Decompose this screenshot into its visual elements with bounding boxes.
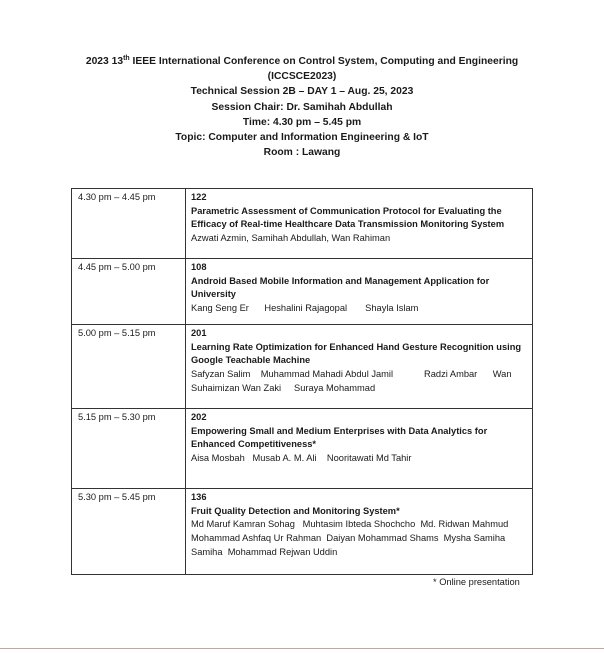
schedule-table bbox=[71, 188, 533, 575]
time-slot: 5.00 pm – 5.15 pm bbox=[72, 325, 186, 409]
conference-acronym: (ICCSCE2023) bbox=[267, 71, 337, 83]
paper-title: Learning Rate Optimization for Enhanced Hand Gesture Recognition using Google Teachable Machine bbox=[191, 341, 522, 366]
online-footnote: * Online presentation bbox=[433, 577, 520, 587]
paper-cell bbox=[186, 189, 533, 259]
session-chair: Session Chair: Dr. Samihah Abdullah bbox=[211, 101, 393, 113]
paper-authors: Azwati Azmin, Samihah Abdullah, Wan Rahiman bbox=[191, 233, 391, 244]
table-row bbox=[72, 189, 533, 259]
paper-authors: Kang Seng Er Heshalini Rajagopal Shayla Islam bbox=[191, 303, 419, 314]
paper-cell bbox=[186, 409, 533, 489]
paper-id: 136 bbox=[191, 492, 207, 502]
paper-cell bbox=[186, 325, 533, 409]
paper-authors: Safyzan Salim Muhammad Mahadi Abdul Jamil Radzi Ambar Wan Suhaimizan Wan Zaki Suraya Mohammad bbox=[191, 369, 515, 393]
paper-authors: Md Maruf Kamran Sohag Muhtasim Ibteda Shochcho Md. Ridwan Mahmud Mohammad Ashfaq Ur Rahman Daiyan Mohammad Shams Mysha Samiha Samiha Mohammad Rejwan Uddin bbox=[191, 519, 511, 557]
paper-cell bbox=[186, 259, 533, 325]
session-room: Room : Lawang bbox=[263, 147, 341, 159]
session-topic: Topic: Computer and Information Engineering & IoT bbox=[175, 132, 429, 144]
paper-authors: Aisa Mosbah Musab A. M. Ali Nooritawati Md Tahir bbox=[191, 453, 412, 464]
paper-id: 122 bbox=[191, 192, 207, 202]
time-slot: 5.30 pm – 5.45 pm bbox=[72, 489, 186, 575]
paper-title: Fruit Quality Detection and Monitoring System* bbox=[191, 505, 400, 516]
paper-title: Empowering Small and Medium Enterprises with Data Analytics for Enhanced Competitiveness* bbox=[191, 425, 488, 450]
paper-title: Android Based Mobile Information and Management Application for University bbox=[191, 275, 490, 300]
session-name: Technical Session 2B – DAY 1 – Aug. 25, 2023 bbox=[190, 86, 414, 98]
time-slot: 4.45 pm – 5.00 pm bbox=[72, 259, 186, 325]
bottom-divider bbox=[0, 648, 604, 649]
table-row bbox=[72, 325, 533, 409]
table-row bbox=[72, 489, 533, 575]
table-row bbox=[72, 409, 533, 489]
paper-id: 201 bbox=[191, 328, 207, 338]
time-slot: 5.15 pm – 5.30 pm bbox=[72, 409, 186, 489]
session-header bbox=[0, 54, 604, 160]
ordinal-suffix: th bbox=[123, 55, 130, 62]
paper-title: Parametric Assessment of Communication Protocol for Evaluating the Efficacy of Real-time Healthcare Data Transmission Monitoring System bbox=[191, 205, 505, 230]
table-row bbox=[72, 259, 533, 325]
time-slot: 4.30 pm – 4.45 pm bbox=[72, 189, 186, 259]
session-time: Time: 4.30 pm – 5.45 pm bbox=[242, 116, 362, 128]
conference-title: 2023 13th IEEE International Conference on Control System, Computing and Engineering bbox=[85, 55, 519, 67]
paper-cell bbox=[186, 489, 533, 575]
paper-id: 108 bbox=[191, 262, 207, 272]
paper-id: 202 bbox=[191, 412, 207, 422]
